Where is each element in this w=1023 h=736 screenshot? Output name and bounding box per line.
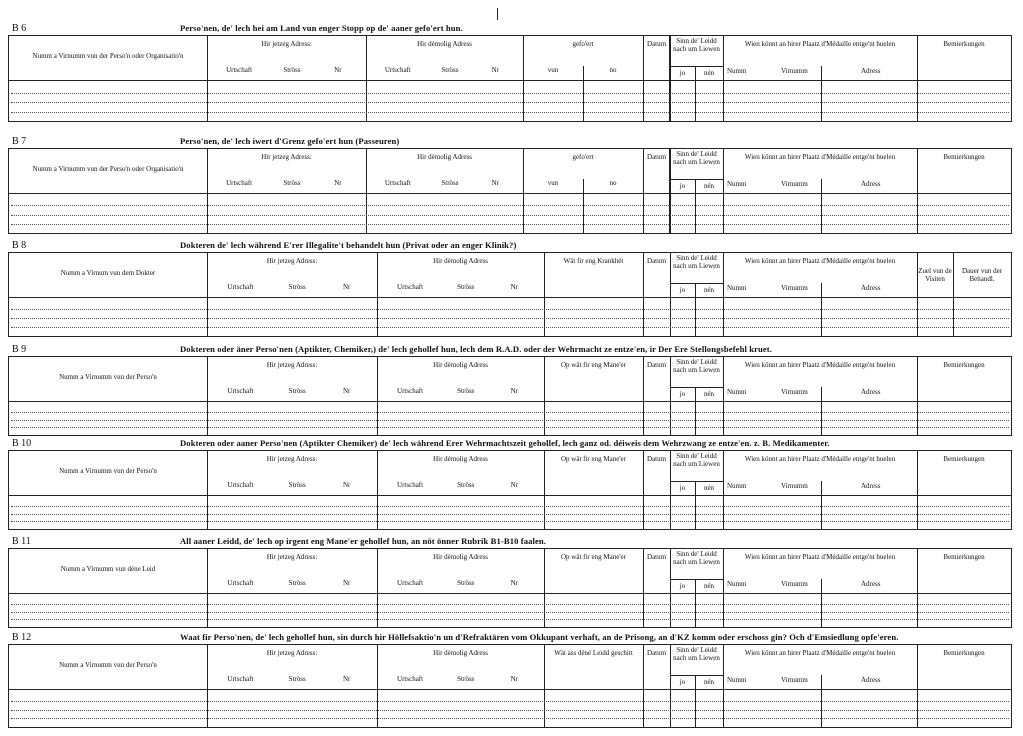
medal-recipient-label: Wien könnt an hirer Plaatz d'Médaille entge'nt huelen: [744, 40, 896, 48]
recipient-address-label: Adress: [861, 482, 881, 490]
current-address-street-label: Ströss: [283, 179, 301, 187]
transported-label: gefo'ert: [572, 153, 594, 161]
column-divider: [523, 149, 524, 233]
former-address-label: Hir démolig Adress: [433, 455, 488, 463]
sinn-sub-line: [670, 579, 723, 580]
section-b7: [8, 135, 1012, 234]
section-title: Waat fir Perso'nen, de' lech gehollef hun, sin durch hir Höllefsaktio'n un d'Refraktären vom Okkupant verhaft, an de Prisong, an d'KZ komm oder erschoss gin? Och d'Emsiedlung opfe'eren.: [180, 632, 899, 642]
date-label: Datum: [646, 455, 667, 463]
sense-of-suffering-label: Sinn de' Leidd nach um Liewen: [673, 254, 720, 270]
header-bottom-line: [9, 593, 1011, 594]
no-label: nén: [703, 484, 715, 492]
date-label: Datum: [646, 553, 667, 561]
person-column-label: Numm a Virnumm vun der Perso'n: [59, 661, 157, 669]
column-divider: [723, 149, 724, 233]
section-table: [8, 548, 1012, 628]
column-divider: [207, 149, 208, 233]
recipient-name-label: Numm: [727, 388, 747, 396]
jo-nen-divider: [695, 495, 696, 529]
former-address-label: Hir démolig Adress: [417, 153, 472, 161]
detail-column-label: Wät ass déné Leidd geschitt: [554, 649, 633, 657]
current-address-label: Hir jetzeg Adress:: [266, 553, 318, 561]
recipient-address-label: Adress: [861, 676, 881, 684]
date-label: Datum: [646, 153, 667, 161]
current-address-label: Hir jetzeg Adress:: [266, 455, 318, 463]
former-address-town-label: Urtschaft: [397, 481, 424, 489]
section-header: [8, 343, 1012, 357]
sinn-sub-line: [670, 481, 723, 482]
recipient-name-label: Numm: [727, 284, 747, 292]
date-label: Datum: [646, 40, 667, 48]
former-address-town-label: Urtschaft: [397, 675, 424, 683]
jo-nen-divider: [695, 193, 696, 233]
former-address-town-label: Urtschaft: [397, 283, 424, 291]
current-address-label: Hir jetzeg Adress:: [266, 649, 318, 657]
section-title: Perso'nen, de' lech iwert d'Grenz gefo'ert hun (Passeuren): [180, 136, 400, 146]
recipient-address-label: Adress: [861, 388, 881, 396]
header-bottom-line: [9, 297, 1011, 298]
recipient-firstname-label: Virnumm: [781, 580, 808, 588]
current-address-town-label: Urtschaft: [227, 481, 254, 489]
section-code: B 6: [12, 23, 27, 34]
remarks-label: Bemierkungen: [943, 553, 985, 561]
sinn-sub-line: [670, 387, 723, 388]
former-address-street-label: Ströss: [457, 675, 475, 683]
entry-row-line[interactable]: [11, 427, 1009, 428]
section-b11: [8, 535, 1012, 628]
person-column-label: Numm a Virnumm vun der Perso'n: [59, 373, 157, 381]
jo-nen-divider: [695, 80, 696, 121]
section-header: [8, 535, 1012, 549]
recipient-firstname-label: Virnumm: [781, 284, 808, 292]
sense-of-suffering-label: Sinn de' Leidd nach um Liewen: [673, 37, 720, 53]
former-address-street-label: Ströss: [441, 66, 459, 74]
former-address-label: Hir démolig Adress: [417, 40, 472, 48]
column-divider: [377, 645, 378, 727]
from-label: vun: [547, 66, 559, 74]
remarks-label: Bemierkungen: [943, 649, 985, 657]
entry-row-line[interactable]: [11, 701, 1009, 702]
yes-label: jo: [679, 390, 686, 398]
column-divider: [643, 253, 644, 336]
recipient-name-label: Numm: [727, 67, 747, 75]
section-title: Dokteren oder aaner Perso'nen (Aptikter Chemiker) de' lech während Erer Wehrmachtszeit gehollef, lech ganz od. déiweis dem Wehrzwang ze entze'en. z. B. Medikamenter.: [180, 438, 830, 448]
entry-row-line[interactable]: [11, 506, 1009, 507]
top-tick-mark: [497, 8, 498, 20]
column-divider: [723, 645, 724, 727]
current-address-street-label: Ströss: [288, 481, 306, 489]
current-address-street-label: Ströss: [288, 387, 306, 395]
current-address-number-label: Nr: [343, 387, 351, 395]
detail-column-label: Op wät fir eng Mane'er: [560, 361, 626, 369]
section-b9: [8, 343, 1012, 436]
current-address-number-label: Nr: [343, 481, 351, 489]
sinn-sub-line: [670, 66, 723, 67]
former-address-number-label: Nr: [491, 179, 499, 187]
current-address-number-label: Nr: [343, 675, 351, 683]
entry-row-line[interactable]: [11, 318, 1009, 319]
current-address-town-label: Urtschaft: [226, 179, 253, 187]
column-divider: [917, 149, 918, 233]
section-code: B 10: [12, 438, 32, 449]
sense-of-suffering-label: Sinn de' Leidd nach um Liewen: [673, 550, 720, 566]
section-table: [8, 356, 1012, 436]
remarks-label: Bemierkungen: [943, 40, 985, 48]
column-divider: [917, 645, 918, 727]
entry-row-line[interactable]: [11, 521, 1009, 522]
medal-recipient-label: Wien könnt an hirer Plaatz d'Médaille entge'nt huelen: [744, 553, 896, 561]
recipient-firstname-label: Virnumm: [781, 482, 808, 490]
former-address-label: Hir démolig Adress: [433, 553, 488, 561]
recipient-address-label: Adress: [861, 580, 881, 588]
entry-row-line[interactable]: [11, 412, 1009, 413]
column-divider: [207, 36, 208, 121]
section-table: [8, 644, 1012, 728]
detail-column-label: Op wät fir eng Mane'er: [560, 455, 626, 463]
current-address-number-label: Nr: [334, 179, 342, 187]
former-address-number-label: Nr: [510, 675, 518, 683]
current-address-town-label: Urtschaft: [227, 387, 254, 395]
sinn-sub-line: [670, 179, 723, 180]
jo-nen-divider: [695, 689, 696, 727]
entry-row-line[interactable]: [11, 604, 1009, 605]
column-divider: [953, 253, 954, 336]
remarks-label: Bemierkungen: [943, 361, 985, 369]
medal-recipient-label: Wien könnt an hirer Plaatz d'Médaille entge'nt huelen: [744, 361, 896, 369]
no-label: nén: [703, 678, 715, 686]
section-table: [8, 450, 1012, 530]
recipient-name-label: Numm: [727, 580, 747, 588]
current-address-number-label: Nr: [334, 66, 342, 74]
section-title: Dokteren de' lech während E'rer Illegalite't behandelt hun (Privat oder an enger Klinik?): [180, 240, 517, 250]
current-address-label: Hir jetzeg Adress:: [261, 40, 312, 48]
section-code: B 12: [12, 632, 32, 643]
header-bottom-line: [9, 80, 1011, 81]
no-label: nén: [703, 582, 715, 590]
current-address-street-label: Ströss: [288, 675, 306, 683]
former-address-street-label: Ströss: [457, 579, 475, 587]
current-address-number-label: Nr: [343, 579, 351, 587]
section-header: [8, 239, 1012, 253]
recipient-address-label: Adress: [861, 284, 881, 292]
column-divider: [643, 149, 644, 233]
column-divider: [207, 645, 208, 727]
detail-column-label: Op wät fir eng Mane'er: [560, 553, 626, 561]
sense-of-suffering-label: Sinn de' Leidd nach um Liewen: [673, 358, 720, 374]
date-label: Datum: [646, 257, 667, 265]
remarks-label: Bemierkungen: [943, 153, 985, 161]
column-divider: [366, 36, 367, 121]
section-table: [8, 35, 1012, 122]
recipient-name-label: Numm: [727, 180, 747, 188]
medal-recipient-label: Wien könnt an hirer Plaatz d'Médaille entge'nt huelen: [744, 153, 896, 161]
treatment-duration-label: Dauer vun der Behandl.: [961, 267, 1003, 283]
former-address-town-label: Urtschaft: [397, 387, 424, 395]
entry-row-line[interactable]: [11, 309, 1009, 310]
former-address-town-label: Urtschaft: [384, 179, 411, 187]
section-b8: [8, 239, 1012, 337]
section-header: [8, 437, 1012, 451]
jo-nen-divider: [695, 297, 696, 336]
entry-row-line[interactable]: [11, 215, 1009, 216]
current-address-street-label: Ströss: [288, 579, 306, 587]
section-header: [8, 22, 1012, 36]
header-bottom-line: [9, 401, 1011, 402]
column-divider: [723, 36, 724, 121]
column-divider: [377, 253, 378, 336]
entry-row-line[interactable]: [11, 224, 1009, 225]
recipient-name-label: Numm: [727, 482, 747, 490]
entry-row-line[interactable]: [11, 420, 1009, 421]
section-b6: [8, 22, 1012, 122]
section-title: Dokteren oder äner Perso'nen (Aptikter, Chemiker,) de' lech gehollef hun, lech dem R.A.D. oder der Wehrmacht ze entze'en, ir Der Ere Stellongsbefehl kruet.: [180, 344, 773, 354]
section-header: [8, 631, 1012, 645]
former-address-town-label: Urtschaft: [397, 579, 424, 587]
former-address-street-label: Ströss: [441, 179, 459, 187]
section-table: [8, 252, 1012, 337]
entry-row-line[interactable]: [11, 205, 1009, 206]
entry-row-line[interactable]: [11, 327, 1009, 328]
entry-row-line[interactable]: [11, 718, 1009, 719]
entry-row-line[interactable]: [11, 612, 1009, 613]
current-address-label: Hir jetzeg Adress:: [261, 153, 312, 161]
person-column-label: Numm a Virnumm vun der Perso'n: [59, 467, 157, 475]
section-code: B 9: [12, 344, 27, 355]
former-address-number-label: Nr: [510, 579, 518, 587]
column-divider: [723, 253, 724, 336]
current-address-town-label: Urtschaft: [227, 283, 254, 291]
no-label: nén: [703, 390, 715, 398]
yes-label: jo: [679, 69, 686, 77]
header-bottom-line: [9, 193, 1011, 194]
person-column-label: Numm a Virnumm vun der Perso'n oder Organisatio'n: [32, 165, 184, 173]
current-address-label: Hir jetzeg Adress:: [266, 361, 318, 369]
former-address-number-label: Nr: [510, 283, 518, 291]
column-divider: [366, 149, 367, 233]
sense-of-suffering-label: Sinn de' Leidd nach um Liewen: [673, 452, 720, 468]
former-address-town-label: Urtschaft: [384, 66, 411, 74]
from-label: vun: [547, 179, 559, 187]
former-address-number-label: Nr: [491, 66, 499, 74]
entry-row-line[interactable]: [11, 93, 1009, 94]
section-code: B 8: [12, 240, 27, 251]
section-b12: [8, 631, 1012, 728]
no-label: nén: [703, 182, 715, 190]
sinn-sub-line: [670, 283, 723, 284]
date-label: Datum: [646, 361, 667, 369]
entry-row-line[interactable]: [11, 514, 1009, 515]
entry-row-line[interactable]: [11, 102, 1009, 103]
no-label: nén: [703, 69, 715, 77]
recipient-address-label: Adress: [861, 67, 881, 75]
column-divider: [207, 253, 208, 336]
current-address-town-label: Urtschaft: [226, 66, 253, 74]
column-divider: [523, 36, 524, 121]
yes-label: jo: [679, 286, 686, 294]
column-divider: [544, 645, 545, 727]
yes-label: jo: [679, 678, 686, 686]
section-title: Perso'nen, de' lech hei am Land vun enger Stopp op de' aaner gefo'ert hun.: [180, 23, 463, 33]
entry-row-line[interactable]: [11, 112, 1009, 113]
former-address-label: Hir démolig Adress: [433, 361, 488, 369]
recipient-firstname-label: Virnumm: [781, 67, 808, 75]
sense-of-suffering-label: Sinn de' Leidd nach um Liewen: [673, 150, 720, 166]
column-divider: [643, 36, 644, 121]
sense-of-suffering-label: Sinn de' Leidd nach um Liewen: [673, 646, 720, 662]
sinn-sub-line: [670, 675, 723, 676]
medal-recipient-label: Wien könnt an hirer Plaatz d'Médaille entge'nt huelen: [744, 257, 896, 265]
former-address-street-label: Ströss: [457, 387, 475, 395]
transported-label: gefo'ert: [572, 40, 594, 48]
entry-row-line[interactable]: [11, 710, 1009, 711]
section-header: [8, 135, 1012, 149]
no-label: nén: [703, 286, 715, 294]
person-column-label: Numm a Virnumm vun déne Leid: [60, 565, 156, 573]
section-title: All aaner Leidd, de' lech op irgent eng Mane'er gehollef hun, an nöt önner Rubrik B1-B10 faalen.: [180, 536, 547, 546]
header-bottom-line: [9, 689, 1011, 690]
section-code: B 11: [12, 536, 31, 547]
current-address-street-label: Ströss: [288, 283, 306, 291]
recipient-address-label: Adress: [861, 180, 881, 188]
current-address-town-label: Urtschaft: [227, 675, 254, 683]
section-table: [8, 148, 1012, 234]
column-divider: [917, 253, 918, 336]
section-code: B 7: [12, 136, 27, 147]
yes-label: jo: [679, 182, 686, 190]
jo-nen-divider: [695, 401, 696, 435]
to-label: no: [609, 66, 617, 74]
recipient-firstname-label: Virnumm: [781, 388, 808, 396]
former-address-number-label: Nr: [510, 481, 518, 489]
yes-label: jo: [679, 484, 686, 492]
yes-label: jo: [679, 582, 686, 590]
section-b10: [8, 437, 1012, 530]
current-address-town-label: Urtschaft: [227, 579, 254, 587]
recipient-firstname-label: Virnumm: [781, 180, 808, 188]
column-divider: [917, 36, 918, 121]
medal-recipient-label: Wien könnt an hirer Plaatz d'Médaille entge'nt huelen: [744, 649, 896, 657]
recipient-name-label: Numm: [727, 676, 747, 684]
former-address-number-label: Nr: [510, 387, 518, 395]
column-divider: [544, 253, 545, 336]
to-label: no: [609, 179, 617, 187]
person-column-label: Numm a Virnum vun dem Dokter: [60, 269, 156, 277]
entry-row-line[interactable]: [11, 619, 1009, 620]
former-address-label: Hir démolig Adress: [433, 649, 488, 657]
current-address-street-label: Ströss: [283, 66, 301, 74]
jo-nen-divider: [695, 593, 696, 627]
header-bottom-line: [9, 495, 1011, 496]
current-address-label: Hir jetzeg Adress:: [266, 257, 318, 265]
recipient-firstname-label: Virnumm: [781, 676, 808, 684]
remarks-label: Bemierkungen: [943, 455, 985, 463]
former-address-street-label: Ströss: [457, 283, 475, 291]
former-address-label: Hir démolig Adress: [433, 257, 488, 265]
visits-count-label: Zuel vun de Visiten: [918, 267, 952, 283]
column-divider: [643, 645, 644, 727]
former-address-street-label: Ströss: [457, 481, 475, 489]
date-label: Datum: [646, 649, 667, 657]
detail-column-label: Wät fir eng Krankhét: [563, 257, 624, 265]
person-column-label: Numm a Virnumm vun der Perso'n oder Organisatio'n: [32, 52, 184, 60]
medal-recipient-label: Wien könnt an hirer Plaatz d'Médaille entge'nt huelen: [744, 455, 896, 463]
current-address-number-label: Nr: [343, 283, 351, 291]
